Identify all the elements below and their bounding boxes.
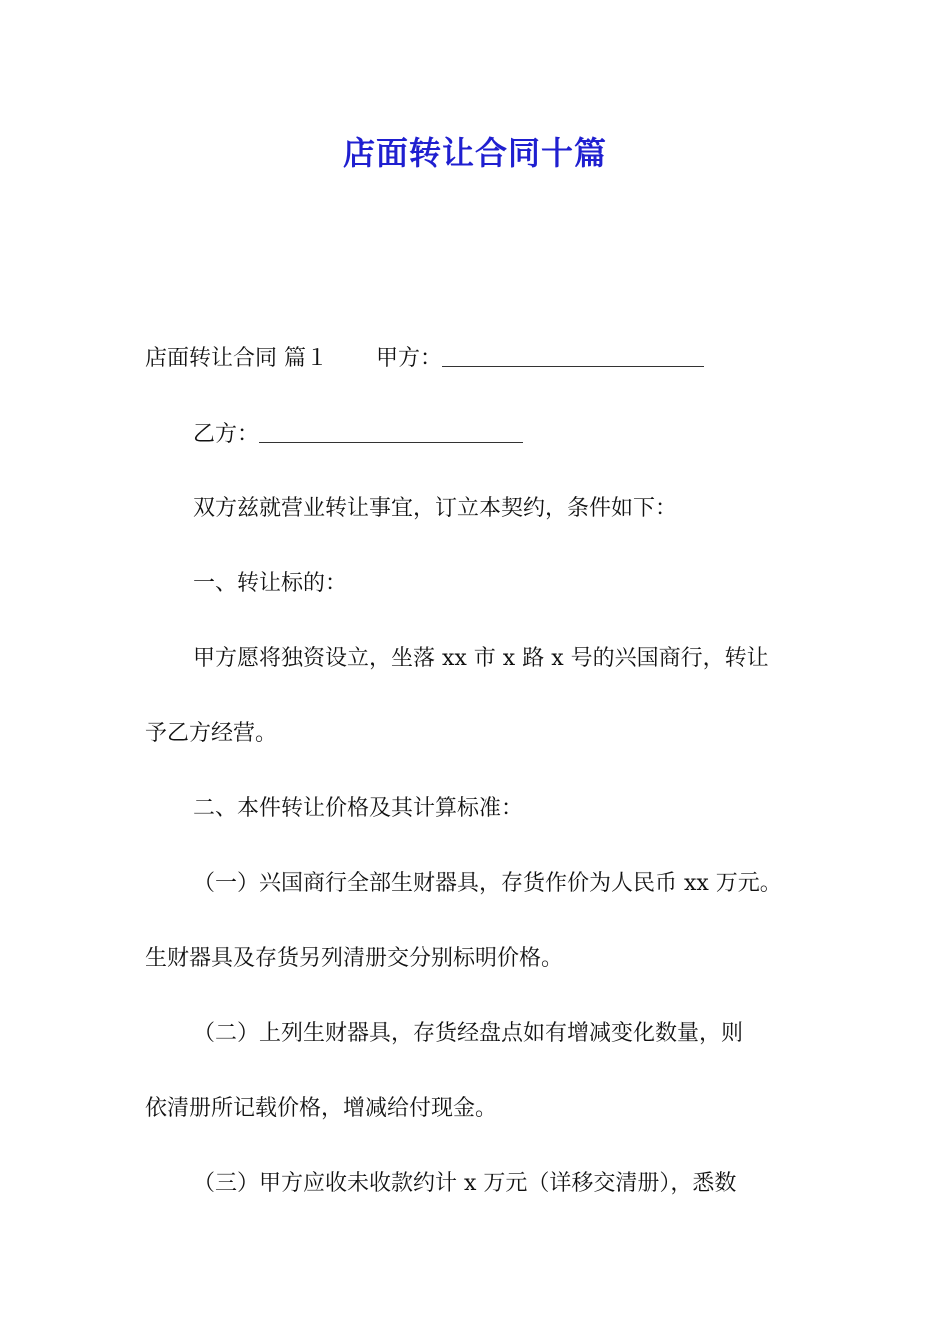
paragraph: 甲方愿将独资设立，坐落 xx 市 x 路 x 号的兴国商行，转让 xyxy=(193,646,769,671)
party-b-line xyxy=(193,416,523,453)
party-a-blank xyxy=(442,340,704,367)
paragraph: 一、转让标的： xyxy=(193,571,348,596)
paragraph: 双方兹就营业转让事宜，订立本契约，条件如下： xyxy=(193,496,678,521)
heading-line xyxy=(145,340,704,377)
paragraph: 依清册所记载价格，增减给付现金。 xyxy=(145,1096,498,1121)
paragraph: （一）兴国商行全部生财器具，存货作价为人民币 xx 万元。 xyxy=(193,871,782,896)
document-title: 店面转让合同十篇 xyxy=(342,134,607,172)
paragraph: 生财器具及存货另列清册交分别标明价格。 xyxy=(145,946,564,971)
party-a-label: 甲方： xyxy=(376,346,443,371)
party-b-label: 乙方： xyxy=(193,422,260,447)
section-heading: 店面转让合同 篇１ xyxy=(145,346,328,371)
paragraph: （二）上列生财器具，存货经盘点如有增减变化数量，则 xyxy=(193,1021,744,1046)
paragraph: 二、本件转让价格及其计算标准： xyxy=(193,796,524,821)
paragraph: （三）甲方应收未收款约计 x 万元（详移交清册），悉数 xyxy=(193,1171,737,1196)
paragraph: 予乙方经营。 xyxy=(145,721,278,746)
party-b-blank xyxy=(259,416,523,443)
